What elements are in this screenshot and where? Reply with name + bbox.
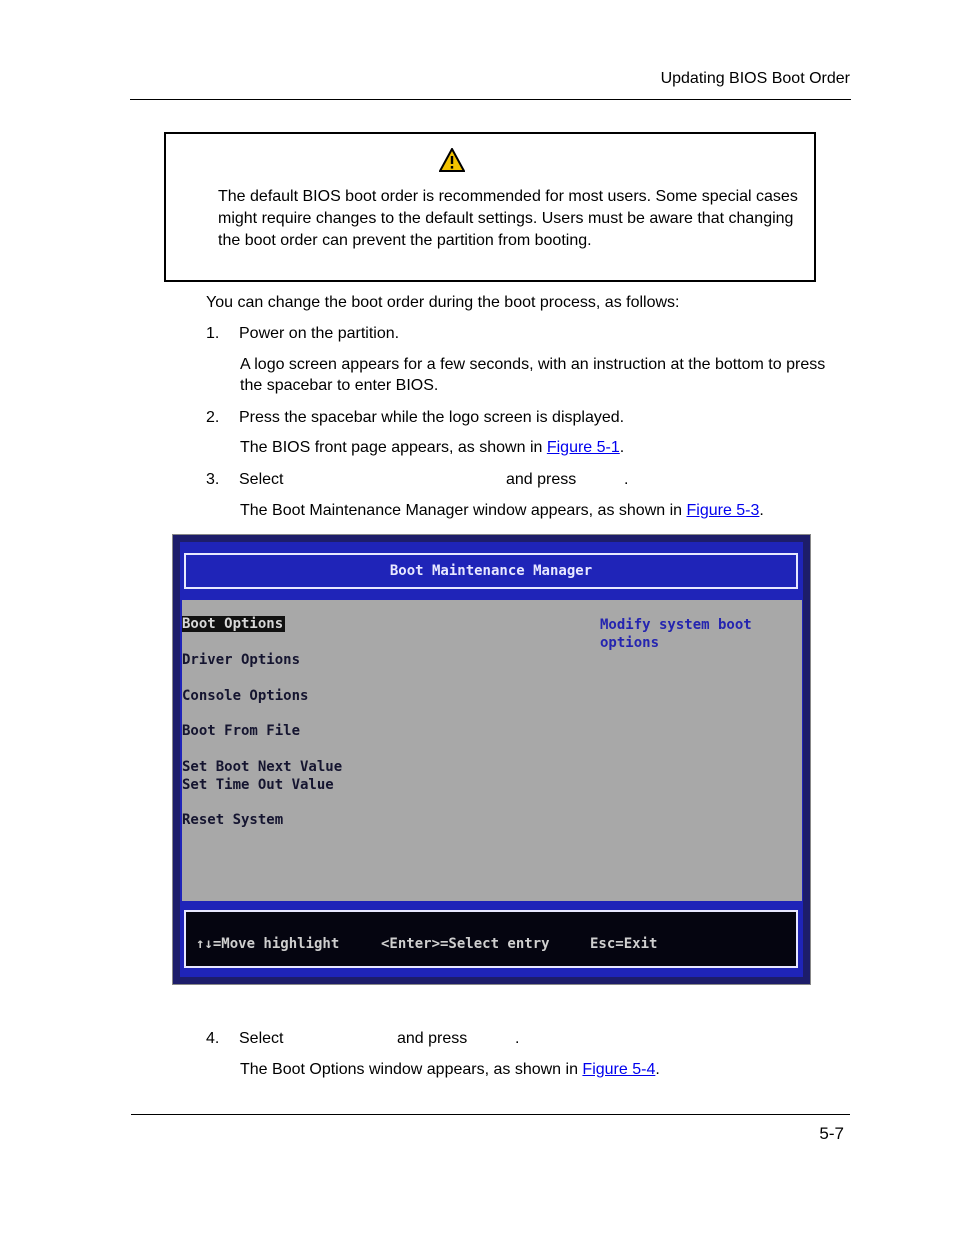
page-number: 5-7: [819, 1124, 844, 1143]
intro-text: You can change the boot order during the boot process, as follows:: [206, 294, 680, 311]
bios-footer-move: ↑↓=Move highlight: [196, 936, 340, 952]
step-1-detail: A logo screen appears for a few seconds, with an instruction at the bottom to press the spacebar to enter BIOS.: [240, 356, 826, 394]
detail-text: The Boot Options window appears, as shown in: [240, 1061, 583, 1078]
running-header: Updating BIOS Boot Order: [660, 70, 850, 87]
detail-text: The Boot Maintenance Manager window appears, as shown in: [240, 502, 687, 519]
step-number: 2.: [206, 409, 220, 426]
bios-menu-boot-from-file[interactable]: Boot From File: [182, 723, 301, 739]
bios-frame: [180, 542, 803, 977]
bios-footer: [184, 910, 798, 968]
step-3-detail: [240, 500, 764, 521]
step-3-period: .: [624, 471, 629, 488]
figure-5-3-link[interactable]: Figure 5-3: [686, 502, 760, 519]
figure-5-1-link[interactable]: Figure 5-1: [546, 439, 620, 456]
step-1: [206, 323, 399, 344]
step-number: 1.: [206, 325, 220, 342]
step-4-number: 4.: [206, 1030, 220, 1047]
detail-text: The BIOS front page appears, as shown in: [240, 439, 547, 456]
bios-menu-boot-options[interactable]: Boot Options: [182, 616, 284, 632]
footer-rule: [131, 1114, 850, 1115]
step-4-period: .: [515, 1030, 520, 1047]
step-3-number: 3.: [206, 471, 220, 488]
bios-screenshot: [172, 534, 811, 985]
bios-menu-set-time-out[interactable]: Set Time Out Value: [182, 777, 334, 793]
figure-5-4-link[interactable]: Figure 5-4: [582, 1061, 656, 1078]
caution-text: The default BIOS boot order is recommended for most users. Some special cases might require changes to the default settings. Users must be aware that changing the boot order can prevent the partition from booting.: [218, 188, 798, 249]
step-3-and-press: and press: [506, 471, 577, 488]
caution-box: [164, 132, 816, 282]
step-4-detail: [240, 1059, 660, 1080]
detail-end: .: [759, 502, 764, 519]
step-2-detail: [240, 437, 624, 458]
bios-title: Boot Maintenance Manager: [184, 553, 798, 589]
bios-menu-set-boot-next[interactable]: Set Boot Next Value: [182, 759, 343, 775]
header-rule: [130, 99, 851, 100]
bios-footer-select: <Enter>=Select entry: [381, 936, 550, 952]
bios-help-text: Modify system boot options: [600, 617, 752, 651]
step-text: Power on the partition.: [239, 325, 400, 342]
bios-menu-console-options[interactable]: Console Options: [182, 688, 309, 704]
bios-footer-exit: Esc=Exit: [590, 936, 658, 952]
step-2: [206, 407, 624, 428]
step-text: Press the spacebar while the logo screen is displayed.: [239, 409, 625, 426]
detail-end: .: [655, 1061, 660, 1078]
step-3-select: Select: [239, 471, 284, 488]
bios-menu-driver-options[interactable]: Driver Options: [182, 652, 301, 668]
bios-panel: [182, 600, 802, 901]
bios-menu-reset-system[interactable]: Reset System: [182, 812, 284, 828]
step-4-select: Select: [239, 1030, 284, 1047]
detail-end: .: [619, 439, 625, 456]
step-4-and-press: and press: [397, 1030, 468, 1047]
warning-triangle-icon: [439, 148, 465, 172]
